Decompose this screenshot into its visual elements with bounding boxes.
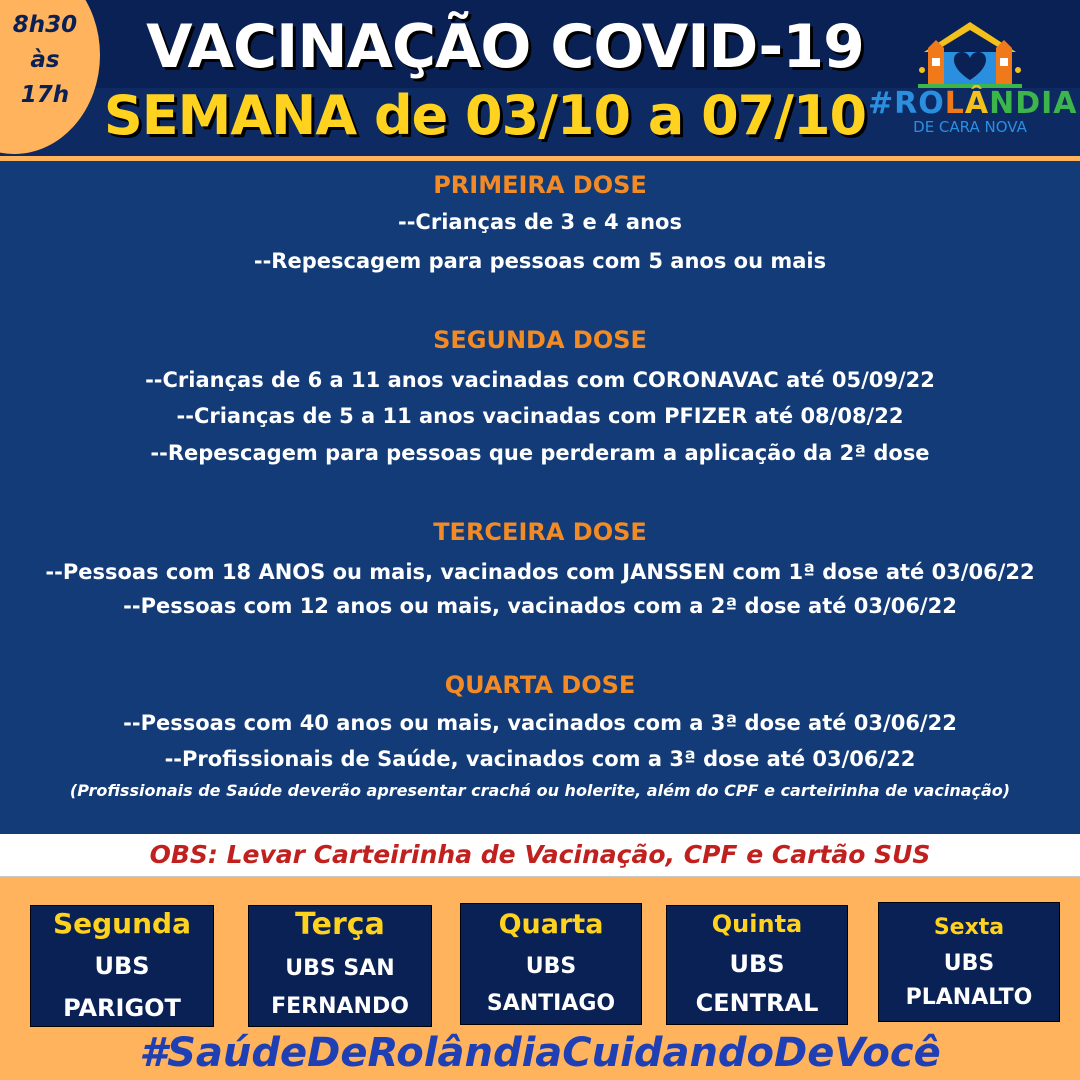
dose-title-third: TERCEIRA DOSE <box>433 518 647 546</box>
obs-text: OBS: Levar Carteirinha de Vacinação, CPF e Cartão SUS <box>149 840 931 869</box>
day-name: Segunda <box>52 907 191 940</box>
house-heart-icon <box>918 18 1022 88</box>
schedule-monday <box>30 905 214 1027</box>
dose-title-fourth: QUARTA DOSE <box>444 671 636 699</box>
schedule-wednesday <box>460 903 642 1025</box>
unit-line: CENTRAL <box>695 989 819 1017</box>
dose-line: --Crianças de 3 e 4 anos <box>398 210 682 234</box>
schedule-tuesday <box>248 905 432 1027</box>
unit-line: UBS <box>943 951 995 976</box>
unit-line: UBS SAN <box>285 956 395 981</box>
week-subtitle: SEMANA de 03/10 a 07/10 <box>103 84 867 147</box>
hours-end: 17h <box>20 82 70 108</box>
day-name: Terça <box>295 907 385 942</box>
dose-line: --Pessoas com 40 anos ou mais, vacinados com a 3ª dose até 03/06/22 <box>123 711 957 735</box>
unit-line: SANTIAGO <box>486 991 616 1016</box>
dose-line: --Pessoas com 18 ANOS ou mais, vacinados com JANSSEN com 1ª dose até 03/06/22 <box>45 560 1035 584</box>
dose-line: --Profissionais de Saúde, vacinados com a 3ª dose até 03/06/22 <box>164 747 916 771</box>
unit-line: UBS <box>94 952 150 980</box>
unit-line: UBS <box>729 950 785 978</box>
day-name: Quinta <box>711 910 803 938</box>
obs-bar <box>0 834 1080 877</box>
schedule-thursday <box>666 905 848 1025</box>
logo-hashtag: #ROLÂNDIA <box>868 86 1078 121</box>
page-title: VACINAÇÃO COVID-19 <box>146 12 864 82</box>
dose-title-first: PRIMEIRA DOSE <box>433 171 647 199</box>
hours-start: 8h30 <box>12 12 78 38</box>
unit-line: PLANALTO <box>905 985 1033 1010</box>
hours-connector: às <box>30 47 60 73</box>
dose-line: --Crianças de 5 a 11 anos vacinadas com PFIZER até 08/08/22 <box>176 404 904 428</box>
footer-hashtag: #SaúdeDeRolândiaCuidandoDeVocê <box>139 1030 941 1076</box>
dose-line: --Repescagem para pessoas que perderam a aplicação da 2ª dose <box>150 441 930 465</box>
doses-panel <box>0 161 1080 834</box>
dose-line: --Repescagem para pessoas com 5 anos ou mais <box>253 249 827 273</box>
dose-line: --Pessoas com 12 anos ou mais, vacinados com a 2ª dose até 03/06/22 <box>123 594 957 618</box>
dose-title-second: SEGUNDA DOSE <box>433 326 647 354</box>
professionals-note: (Profissionais de Saúde deverão apresentar crachá ou holerite, além do CPF e carteirinha de vacinação) <box>69 781 1011 800</box>
logo-subtitle: DE CARA NOVA <box>913 118 1027 136</box>
schedule-friday <box>878 902 1060 1022</box>
header <box>0 0 1080 156</box>
dose-line: --Crianças de 6 a 11 anos vacinadas com CORONAVAC até 05/09/22 <box>145 368 935 392</box>
unit-line: FERNANDO <box>271 994 409 1019</box>
rolandia-logo <box>868 18 1078 140</box>
hours-text <box>0 8 90 113</box>
unit-line: PARIGOT <box>63 994 181 1022</box>
unit-line: UBS <box>525 954 577 979</box>
day-name: Sexta <box>933 915 1005 940</box>
day-name: Quarta <box>498 909 604 940</box>
